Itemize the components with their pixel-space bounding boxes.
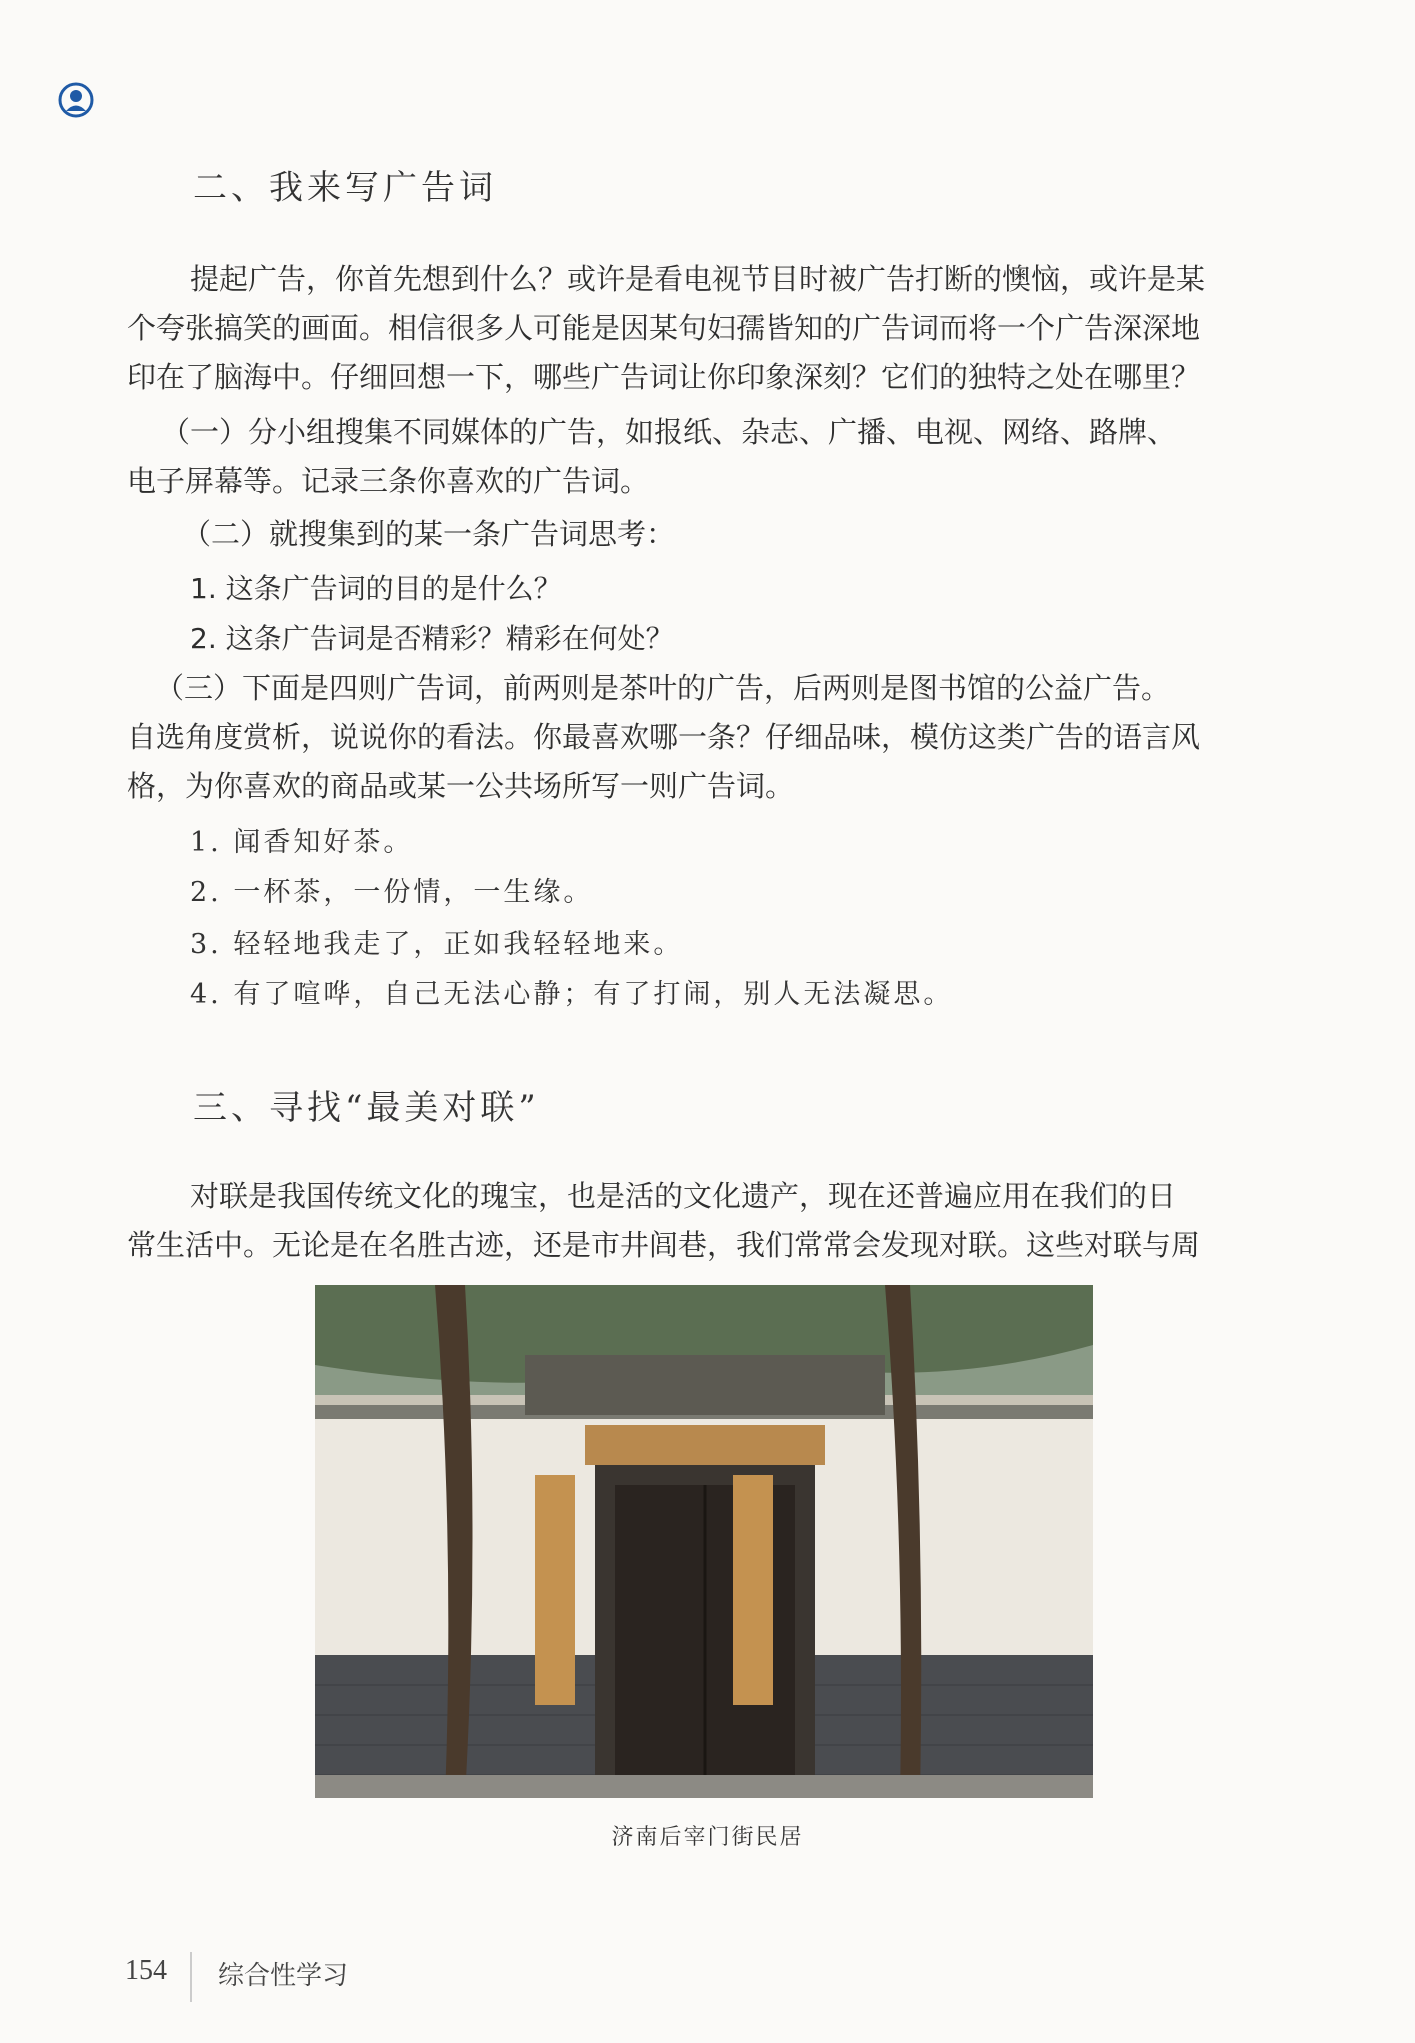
photo-caption: 济南后宰门街民居 — [611, 1825, 804, 1850]
ad-copy-1: 1. 闻香知好茶。 — [190, 827, 414, 858]
text-line: 常生活中。无论是在名胜古迹，还是市井闾巷，我们常常会发现对联。这些对联与周 — [127, 1228, 1201, 1262]
text-line: 电子屏幕等。记录三条你喜欢的广告词。 — [127, 464, 650, 498]
page-number: 154 — [125, 1955, 167, 1986]
text-line: （二）就搜集到的某一条广告词思考： — [182, 517, 676, 551]
footer-section-title: 综合性学习 — [218, 1961, 349, 1991]
paragraph-task-3 — [127, 664, 1287, 811]
courtyard-gate-photo — [315, 1285, 1093, 1798]
ad-copy-3: 3. 轻轻地我走了，正如我轻轻地来。 — [190, 929, 684, 960]
paragraph-intro — [127, 255, 1287, 402]
paragraph-task-1 — [127, 408, 1287, 506]
text-line: 自选角度赏析，说说你的看法。你最喜欢哪一条？仔细品味，模仿这类广告的语言风 — [127, 720, 1201, 754]
text-line: 对联是我国传统文化的瑰宝，也是活的文化遗产，现在还普遍应用在我们的日 — [190, 1179, 1177, 1213]
section-heading-couplets: 三、寻找“最美对联” — [193, 1088, 540, 1128]
avatar-icon — [58, 82, 94, 118]
paragraph-couplets-intro — [127, 1172, 1287, 1270]
ad-copy-2: 2. 一杯茶，一份情，一生缘。 — [190, 877, 594, 908]
text-line: （一）分小组搜集不同媒体的广告，如报纸、杂志、广播、电视、网络、路牌、 — [161, 415, 1177, 449]
ad-copy-4: 4. 有了喧哗，自己无法心静；有了打闹，别人无法凝思。 — [190, 979, 954, 1010]
section-heading-ad-copy: 二、我来写广告词 — [193, 168, 497, 208]
text-line: 印在了脑海中。仔细回想一下，哪些广告词让你印象深刻？它们的独特之处在哪里？ — [127, 360, 1201, 394]
text-line: 格，为你喜欢的商品或某一公共场所写一则广告词。 — [127, 769, 795, 803]
text-line: （三）下面是四则广告词，前两则是茶叶的广告，后两则是图书馆的公益广告。 — [155, 671, 1171, 705]
task-2-question-1: 1. 这条广告词的目的是什么？ — [190, 572, 562, 605]
footer-divider — [190, 1952, 192, 2002]
text-line: 提起广告，你首先想到什么？或许是看电视节目时被广告打断的懊恼，或许是某 — [190, 262, 1206, 296]
paragraph-task-2 — [127, 510, 1287, 559]
task-2-question-2: 2. 这条广告词是否精彩？精彩在何处？ — [190, 622, 674, 655]
text-line: 个夸张搞笑的画面。相信很多人可能是因某句妇孺皆知的广告词而将一个广告深深地 — [127, 311, 1201, 345]
